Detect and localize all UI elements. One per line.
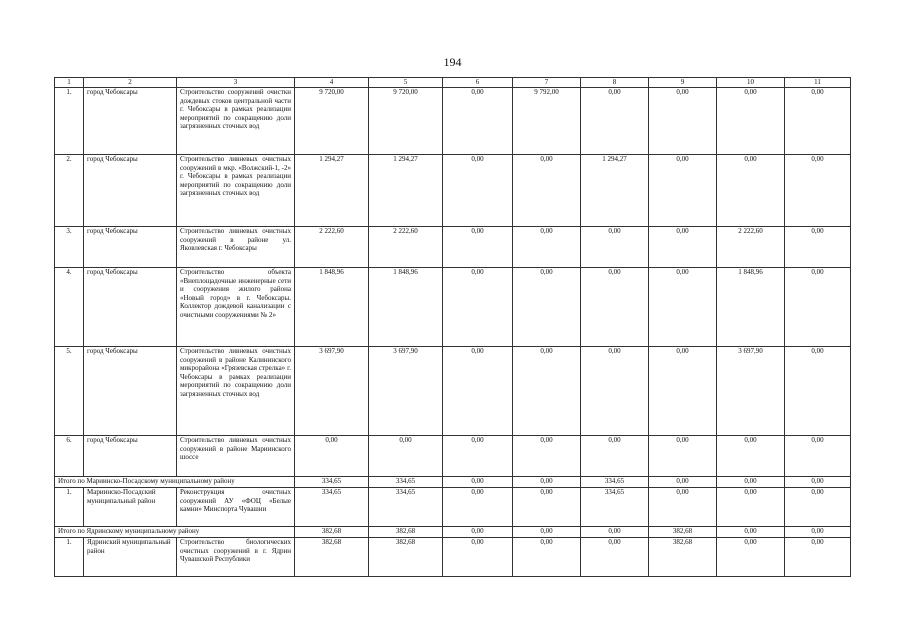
- value-cell: 334,65: [369, 488, 443, 527]
- row-number: 2.: [55, 155, 84, 227]
- header-cell: 7: [513, 78, 581, 88]
- value-cell: 0,00: [581, 538, 649, 577]
- value-cell: 334,65: [295, 477, 369, 488]
- table-row: [55, 155, 851, 227]
- value-cell: 0,00: [649, 488, 717, 527]
- value-cell: 0,00: [581, 347, 649, 436]
- value-cell: 2 222,60: [369, 227, 443, 268]
- value-cell: 1 294,27: [369, 155, 443, 227]
- value-cell: 382,68: [369, 527, 443, 538]
- value-cell: 0,00: [513, 347, 581, 436]
- row-number: 1.: [55, 88, 84, 155]
- total-label: Итого по Ядринскому муниципальному району: [55, 527, 295, 538]
- header-cell: 11: [785, 78, 851, 88]
- value-cell: 382,68: [295, 538, 369, 577]
- value-cell: 0,00: [513, 268, 581, 347]
- value-cell: 334,65: [581, 488, 649, 527]
- table-row: [55, 227, 851, 268]
- territory-cell: Ядринский муниципальный район: [84, 538, 177, 577]
- value-cell: 0,00: [443, 527, 513, 538]
- value-cell: 1 848,96: [295, 268, 369, 347]
- value-cell: 0,00: [581, 88, 649, 155]
- value-cell: 382,68: [295, 527, 369, 538]
- total-label: Итого по Мариинско-Посадскому муниципальному району: [55, 477, 295, 488]
- value-cell: 0,00: [513, 227, 581, 268]
- value-cell: 2 222,60: [295, 227, 369, 268]
- value-cell: 3 697,90: [717, 347, 785, 436]
- row-number: 6.: [55, 436, 84, 477]
- value-cell: 0,00: [649, 436, 717, 477]
- value-cell: 0,00: [785, 88, 851, 155]
- value-cell: 0,00: [785, 436, 851, 477]
- value-cell: 0,00: [717, 477, 785, 488]
- value-cell: 0,00: [785, 527, 851, 538]
- description-cell: Строительство объекта «Внеплощадочные инженерные сети и сооружения жилого района «Новый город» в г. Чебоксары. Коллектор дождевой канализации с очистными сооружениями № 2»: [177, 268, 295, 347]
- row-number: 1.: [55, 538, 84, 577]
- value-cell: 0,00: [443, 538, 513, 577]
- value-cell: 382,68: [369, 538, 443, 577]
- value-cell: 0,00: [649, 88, 717, 155]
- value-cell: 9 720,00: [369, 88, 443, 155]
- value-cell: 0,00: [649, 155, 717, 227]
- value-cell: 0,00: [443, 88, 513, 155]
- value-cell: 0,00: [649, 268, 717, 347]
- table-row: [55, 538, 851, 577]
- territory-cell: город Чебоксары: [84, 436, 177, 477]
- value-cell: 334,65: [369, 477, 443, 488]
- value-cell: 0,00: [513, 538, 581, 577]
- value-cell: 1 294,27: [295, 155, 369, 227]
- value-cell: 0,00: [717, 488, 785, 527]
- row-number: 3.: [55, 227, 84, 268]
- value-cell: 0,00: [581, 227, 649, 268]
- value-cell: 0,00: [581, 268, 649, 347]
- value-cell: 0,00: [717, 436, 785, 477]
- table-row: [55, 436, 851, 477]
- table-row: [55, 347, 851, 436]
- header-cell: 9: [649, 78, 717, 88]
- description-cell: Строительство ливневых очистных сооружений в районе Калининского микрорайона «Грязевская стрелка» г. Чебоксары в рамках реализации мероприятий по сокращению доли загрязненных сточных вод: [177, 347, 295, 436]
- row-number: 1.: [55, 488, 84, 527]
- value-cell: 0,00: [443, 227, 513, 268]
- value-cell: 1 848,96: [717, 268, 785, 347]
- value-cell: 0,00: [581, 436, 649, 477]
- description-cell: Строительство ливневых очистных сооружений в районе ул. Яковлевская г. Чебоксары: [177, 227, 295, 268]
- description-cell: Строительство биологических очистных сооружений в г. Ядрин Чувашской Республики: [177, 538, 295, 577]
- value-cell: 0,00: [295, 436, 369, 477]
- row-number: 5.: [55, 347, 84, 436]
- value-cell: 0,00: [649, 477, 717, 488]
- territory-cell: город Чебоксары: [84, 88, 177, 155]
- header-cell: 2: [84, 78, 177, 88]
- value-cell: 0,00: [581, 527, 649, 538]
- value-cell: 0,00: [513, 477, 581, 488]
- value-cell: 0,00: [717, 88, 785, 155]
- value-cell: 0,00: [717, 538, 785, 577]
- value-cell: 0,00: [785, 477, 851, 488]
- total-row: [55, 477, 851, 488]
- page-number: 194: [443, 55, 462, 69]
- value-cell: 0,00: [513, 436, 581, 477]
- value-cell: 3 697,90: [369, 347, 443, 436]
- table-row: [55, 268, 851, 347]
- value-cell: 0,00: [369, 436, 443, 477]
- table-row: [55, 488, 851, 527]
- value-cell: 2 222,60: [717, 227, 785, 268]
- value-cell: 0,00: [785, 347, 851, 436]
- value-cell: 3 697,90: [295, 347, 369, 436]
- value-cell: 0,00: [443, 488, 513, 527]
- row-number: 4.: [55, 268, 84, 347]
- territory-cell: Мариинско-Посадский муниципальный район: [84, 488, 177, 527]
- value-cell: 334,65: [295, 488, 369, 527]
- description-cell: Строительство ливневых очистных сооружений в районе Мариинского шоссе: [177, 436, 295, 477]
- header-cell: 6: [443, 78, 513, 88]
- territory-cell: город Чебоксары: [84, 268, 177, 347]
- value-cell: 0,00: [785, 227, 851, 268]
- value-cell: 0,00: [443, 436, 513, 477]
- header-cell: 4: [295, 78, 369, 88]
- value-cell: 0,00: [717, 527, 785, 538]
- value-cell: 334,65: [581, 477, 649, 488]
- header-cell: 10: [717, 78, 785, 88]
- data-table: [54, 77, 851, 577]
- value-cell: 0,00: [785, 155, 851, 227]
- value-cell: 0,00: [785, 538, 851, 577]
- value-cell: 382,68: [649, 527, 717, 538]
- value-cell: 0,00: [443, 477, 513, 488]
- value-cell: 0,00: [717, 155, 785, 227]
- value-cell: 0,00: [649, 227, 717, 268]
- description-cell: Реконструкция очистных сооружений АУ «ФОЦ «Белые камни» Минспорта Чувашии: [177, 488, 295, 527]
- value-cell: 0,00: [513, 488, 581, 527]
- value-cell: 0,00: [785, 488, 851, 527]
- value-cell: 9 720,00: [295, 88, 369, 155]
- territory-cell: город Чебоксары: [84, 227, 177, 268]
- description-cell: Строительство сооружений очистки дождевых стоков центральной части г. Чебоксары в рамках реализации мероприятий по сокращению доли загрязненных сточных вод: [177, 88, 295, 155]
- description-cell: Строительство ливневых очистных сооружений в мкр. «Волжский-1, -2» г. Чебоксары в рамках реализации мероприятий по сокращению доли загрязненных сточных вод: [177, 155, 295, 227]
- header-row: [55, 78, 851, 88]
- value-cell: 9 792,00: [513, 88, 581, 155]
- territory-cell: город Чебоксары: [84, 347, 177, 436]
- value-cell: 0,00: [513, 155, 581, 227]
- value-cell: 0,00: [785, 268, 851, 347]
- table-row: [55, 88, 851, 155]
- total-row: [55, 527, 851, 538]
- value-cell: 1 848,96: [369, 268, 443, 347]
- territory-cell: город Чебоксары: [84, 155, 177, 227]
- value-cell: 1 294,27: [581, 155, 649, 227]
- header-cell: 3: [177, 78, 295, 88]
- value-cell: 0,00: [443, 268, 513, 347]
- header-cell: 1: [55, 78, 84, 88]
- value-cell: 382,68: [649, 538, 717, 577]
- value-cell: 0,00: [513, 527, 581, 538]
- value-cell: 0,00: [649, 347, 717, 436]
- value-cell: 0,00: [443, 347, 513, 436]
- header-cell: 8: [581, 78, 649, 88]
- value-cell: 0,00: [443, 155, 513, 227]
- header-cell: 5: [369, 78, 443, 88]
